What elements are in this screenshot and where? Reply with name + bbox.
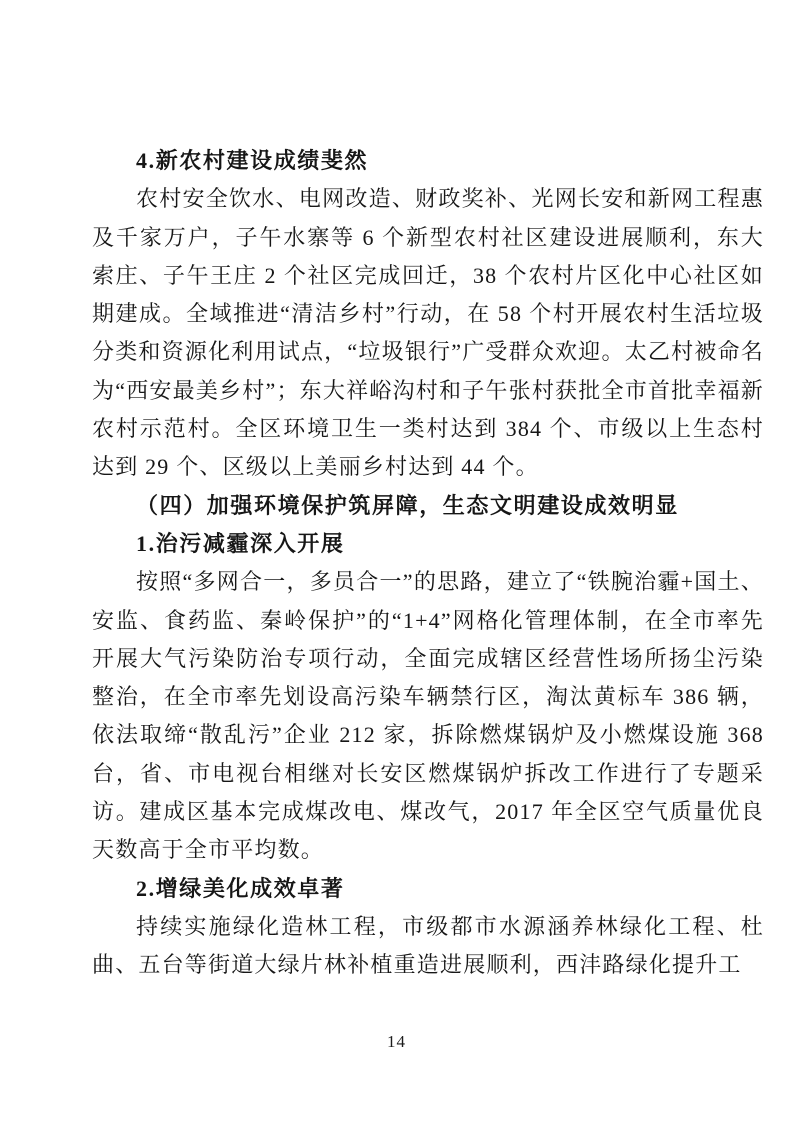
paragraph-pollution-control: 按照“多网合一，多员合一”的思路，建立了“铁腕治霾+国土、安监、食药监、秦岭保护”的“1+4”网格化管理体制，在全市率先开展大气污染防治专项行动，全面完成辖区经营性场所扬尘污染整治，在全市率先划设高污染车辆禁行区，淘汰黄标车 386 辆，依法取缔“散乱污”企业 212 家，拆除燃煤锅炉及小燃煤设施 368 台，省、市电视台相继对长安区燃煤锅炉拆改工作进行了专题采访。建成区基本完成煤改电、煤改气，2017 年全区空气质量优良天数高于全市平均数。 — [92, 569, 764, 863]
paragraph-new-countryside: 农村安全饮水、电网改造、财政奖补、光网长安和新网工程惠及千家万户，子午水寨等 6 个新型农村社区建设进展顺利，东大索庄、子午王庄 2 个社区完成回迁，38 个农村片区化中心社区如期建成。全域推进“清洁乡村”行动，在 58 个村开展农村生活垃圾分类和资源化利用试点，“垃圾银行”广受群众欢迎。太乙村被命名为“西安最美乡村”；东大祥峪沟村和子午张村获批全市首批幸福新农村示范村。全区环境卫生一类村达到 384 个、市级以上生态村达到 29 个、区级以上美丽乡村达到 44 个。 — [92, 186, 764, 480]
heading-new-countryside: 4.新农村建设成绩斐然 — [136, 148, 369, 173]
heading-pollution-control: 1.治污减霾深入开展 — [136, 530, 345, 556]
heading-greening: 2.增绿美化成效卓著 — [136, 875, 345, 901]
heading-environment-protection: （四）加强环境保护筑屏障，生态文明建设成效明显 — [136, 492, 679, 518]
paragraph-greening: 持续实施绿化造林工程，市级都市水源涵养林绿化工程、杜曲、五台等街道大绿片林补植重造进展顺利，西沣路绿化提升工 — [92, 913, 764, 978]
page-content — [92, 142, 764, 985]
page-number: 14 — [387, 1032, 406, 1051]
